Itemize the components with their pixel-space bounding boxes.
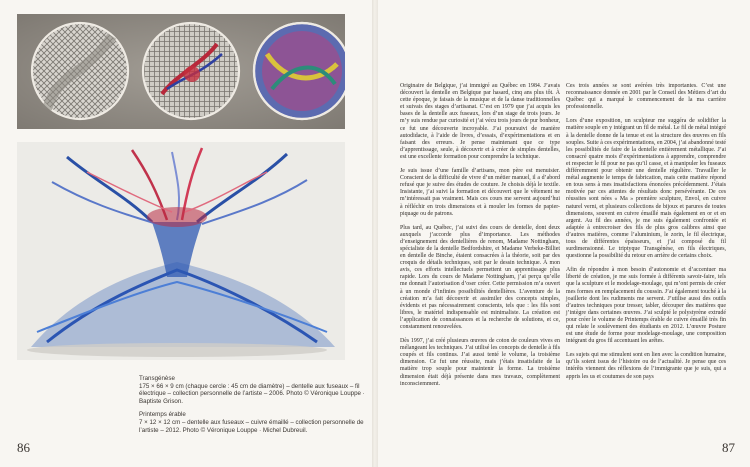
caption-title-printemps: Printemps érable (139, 411, 186, 419)
wire-sculpture-image (17, 142, 345, 360)
photo-caption (139, 375, 369, 434)
paragraph: Afin de répondre à mon besoin d’autonomie et d’accentuer ma liberté de création, je me suis formée à différents savoir-faire, tels que la sculpture et le modelage-moulage, qui m’ont permis de créer mes formes en remplacement du coussin. J’ai également touché à la joaillerie dont les rudiments me servent. J’utilise aussi des outils d’autres techniques pour tresser, tabler, découper des matières que j’intègre dans certaines œuvres. J’ai sculpté le polystyrène extrudé pour créer le volume de Printemps érable de cuivre émaillé très fin qui relate le soulèvement des étudiants en 2012. L’œuvre Posture est une étude de forme pour modelage-moulage, une composition intégrant du gros fil accentuant les arêtes. (566, 267, 726, 345)
caption-body-transgenese: 175 × 66 × 9 cm (chaque cercle : 45 cm de diamètre) – dentelle aux fuseaux – fil électrique – collection personnelle de l’artiste – 2006. Photo © Véronique Louppe · Baptiste Grison. (139, 382, 365, 405)
book-gutter (372, 0, 378, 467)
text-column-1 (400, 83, 560, 395)
paragraph: Originaire de Belgique, j’ai immigré au Québec en 1984. J’avais découvert la dentelle en Belgique par hasard, cinq ans plus tôt. À cette époque, je faisais de la musique et de la danse traditionnelles et suivais des stages d’artisanat. C’est en 1979 que j’ai acquis les bases de la dentelle aux fuseaux, lors d’un stage de trois jours. Je m’y suis rendue par curiosité et j’ai vécu trois jours de pur bonheur, ce fut une découverte incroyable. J’ai poursuivi de manière autodidacte, à l’aide de livres, d’essais, d’expérimentations et en faisant des erreurs. Je pense maintenant que ce type d’apprentissage, seule, à découvrir et à créer de simples dentelles, est une excellente formation pour comprendre la technique. (400, 83, 560, 160)
sculpture-photo (17, 142, 345, 360)
text-column-2 (566, 83, 726, 388)
paragraph: Ces trois années se sont avérées très importantes. C’est une reconnaissance donnée en 2001 par le Conseil des Métiers d’art du Québec qui a marqué le commencement de la ma carrière professionnelle. (566, 83, 726, 111)
paragraph: Dès 1997, j’ai créé plusieurs œuvres de coton de couleurs vives en mélangeant les techniques. J’ai utilisé les concepts de dentelle à fils coupés et fils continus. J’ai aussi tenté le volume, la troisième dimension. Ce fut une réussite, mais j’étais insatisfaite de la matière trop souple pour maintenir la forme. La troisième dimension était déjà présente dans mes travaux, complètement inconsciemment. (400, 338, 560, 387)
page-number-left: 86 (17, 440, 30, 455)
paragraph: Les sujets qui me stimulent sont en lien avec la condition humaine, qu’ils soient issus de l’histoire ou de l’actualité. Je pense que ces intérêts viennent des réflexions de l’immigrante que je suis, qui a appris les us et coutumes de son pays (566, 352, 726, 380)
lace-circles-photo (17, 14, 345, 129)
caption-body-printemps: 7 × 12 × 12 cm – dentelle aux fuseaux – cuivre émaillé – collection personnelle de l’artiste – 2012. Photo © Véronique Louppe · Michel Dubreuil. (139, 418, 364, 434)
page-number-right: 87 (722, 440, 735, 455)
caption-title-transgenese: Transgénèse (139, 375, 175, 382)
lace-circles-image (17, 14, 345, 129)
paragraph: Lors d’une exposition, un sculpteur me suggéra de solidifier la matière souple en y intégrant un fil de métal. Le fil de métal intégré à la dentelle donne de la tenue et est la structure des œuvres en fils souples. Suite à ces expérimentations, en 2004, j’ai abandonné testé les possibilités de faire de la dentelle entièrement métallique. J’ai consacré quatre mois d’expérimentations à apprendre, comprendre et respecter le fil pour ne pas qu’il casse, et à manipuler les fuseaux différemment pour obtenir une dentelle régulière. Travailler le métal augmente le temps de fabrication, mais cette matière répond en tous sens à mes insatisfactions énoncées précédemment. J’étais motivée par ces attentes de résultats donc persévérante. De ces réussites sont nées « Ma » première sculpture, Envol, en cuivre naturel verni, et plusieurs collections de bijoux et parures de toutes dimensions, souvent en cuivre émaillé mais également en or et en argent. Au fil des années, je me suis également confrontée et adaptée à entrecroiser des fils de plus gros calibres ainsi que d’autres matières, comme l’aluminium, le zorin, le fil électrique, tous de différentes épaisseurs, et j’ai composé du fil surdimensionné. Le triptyque Transgénèse, en fils électriques, questionne la possibilité du retour en arrière de certains choix. (566, 118, 726, 260)
paragraph: Plus tard, au Québec, j’ai suivi des cours de dentelle, dont deux auxquels j’accorde plus d’importance. Les méthodes d’enseignement des dentellières de renom, Madame Nottingham, spécialiste de la dentelle Bedfordshire, et Madame Verbeke-Billiet en dentelle de Binche, étaient consacrées à la théorie, soit par des croquis de détails techniques, soit par le dessin technique. À mon avis, ces efforts intellectuels permettent un apprentissage plus rapide. Lors du cours de Madame Nottingham, j’ai perçu qu’elle me donnait l’autorisation d’oser créer. Cette permission m’a ouvert à un monde d’infinies possibilités dentellières. L’aventure de la création m’a fait découvrir et assimiler des concepts simples, évidents et pas nécessairement conscients, tels que : les fils sont libres, le matériel indispensable est minimaliste. La création est l’application de connaissances et la recherche de solutions, et ce, constamment renouvelées. (400, 224, 560, 330)
paragraph: Je suis issue d’une famille d’artisans, mon père est menuisier. Conscient de la difficulté de vivre d’un métier manuel, il a d’abord refusé que je suive des études de couture. Je choisis déjà le textile. Insistante, j’ai suivi la formation et découvert que le vêtement ne m’intéressait pas vraiment. Mais ces cours me servent aujourd’hui à réfléchir en trois dimensions et à mouler les formes de papier-piquage ou de patrons. (400, 168, 560, 217)
